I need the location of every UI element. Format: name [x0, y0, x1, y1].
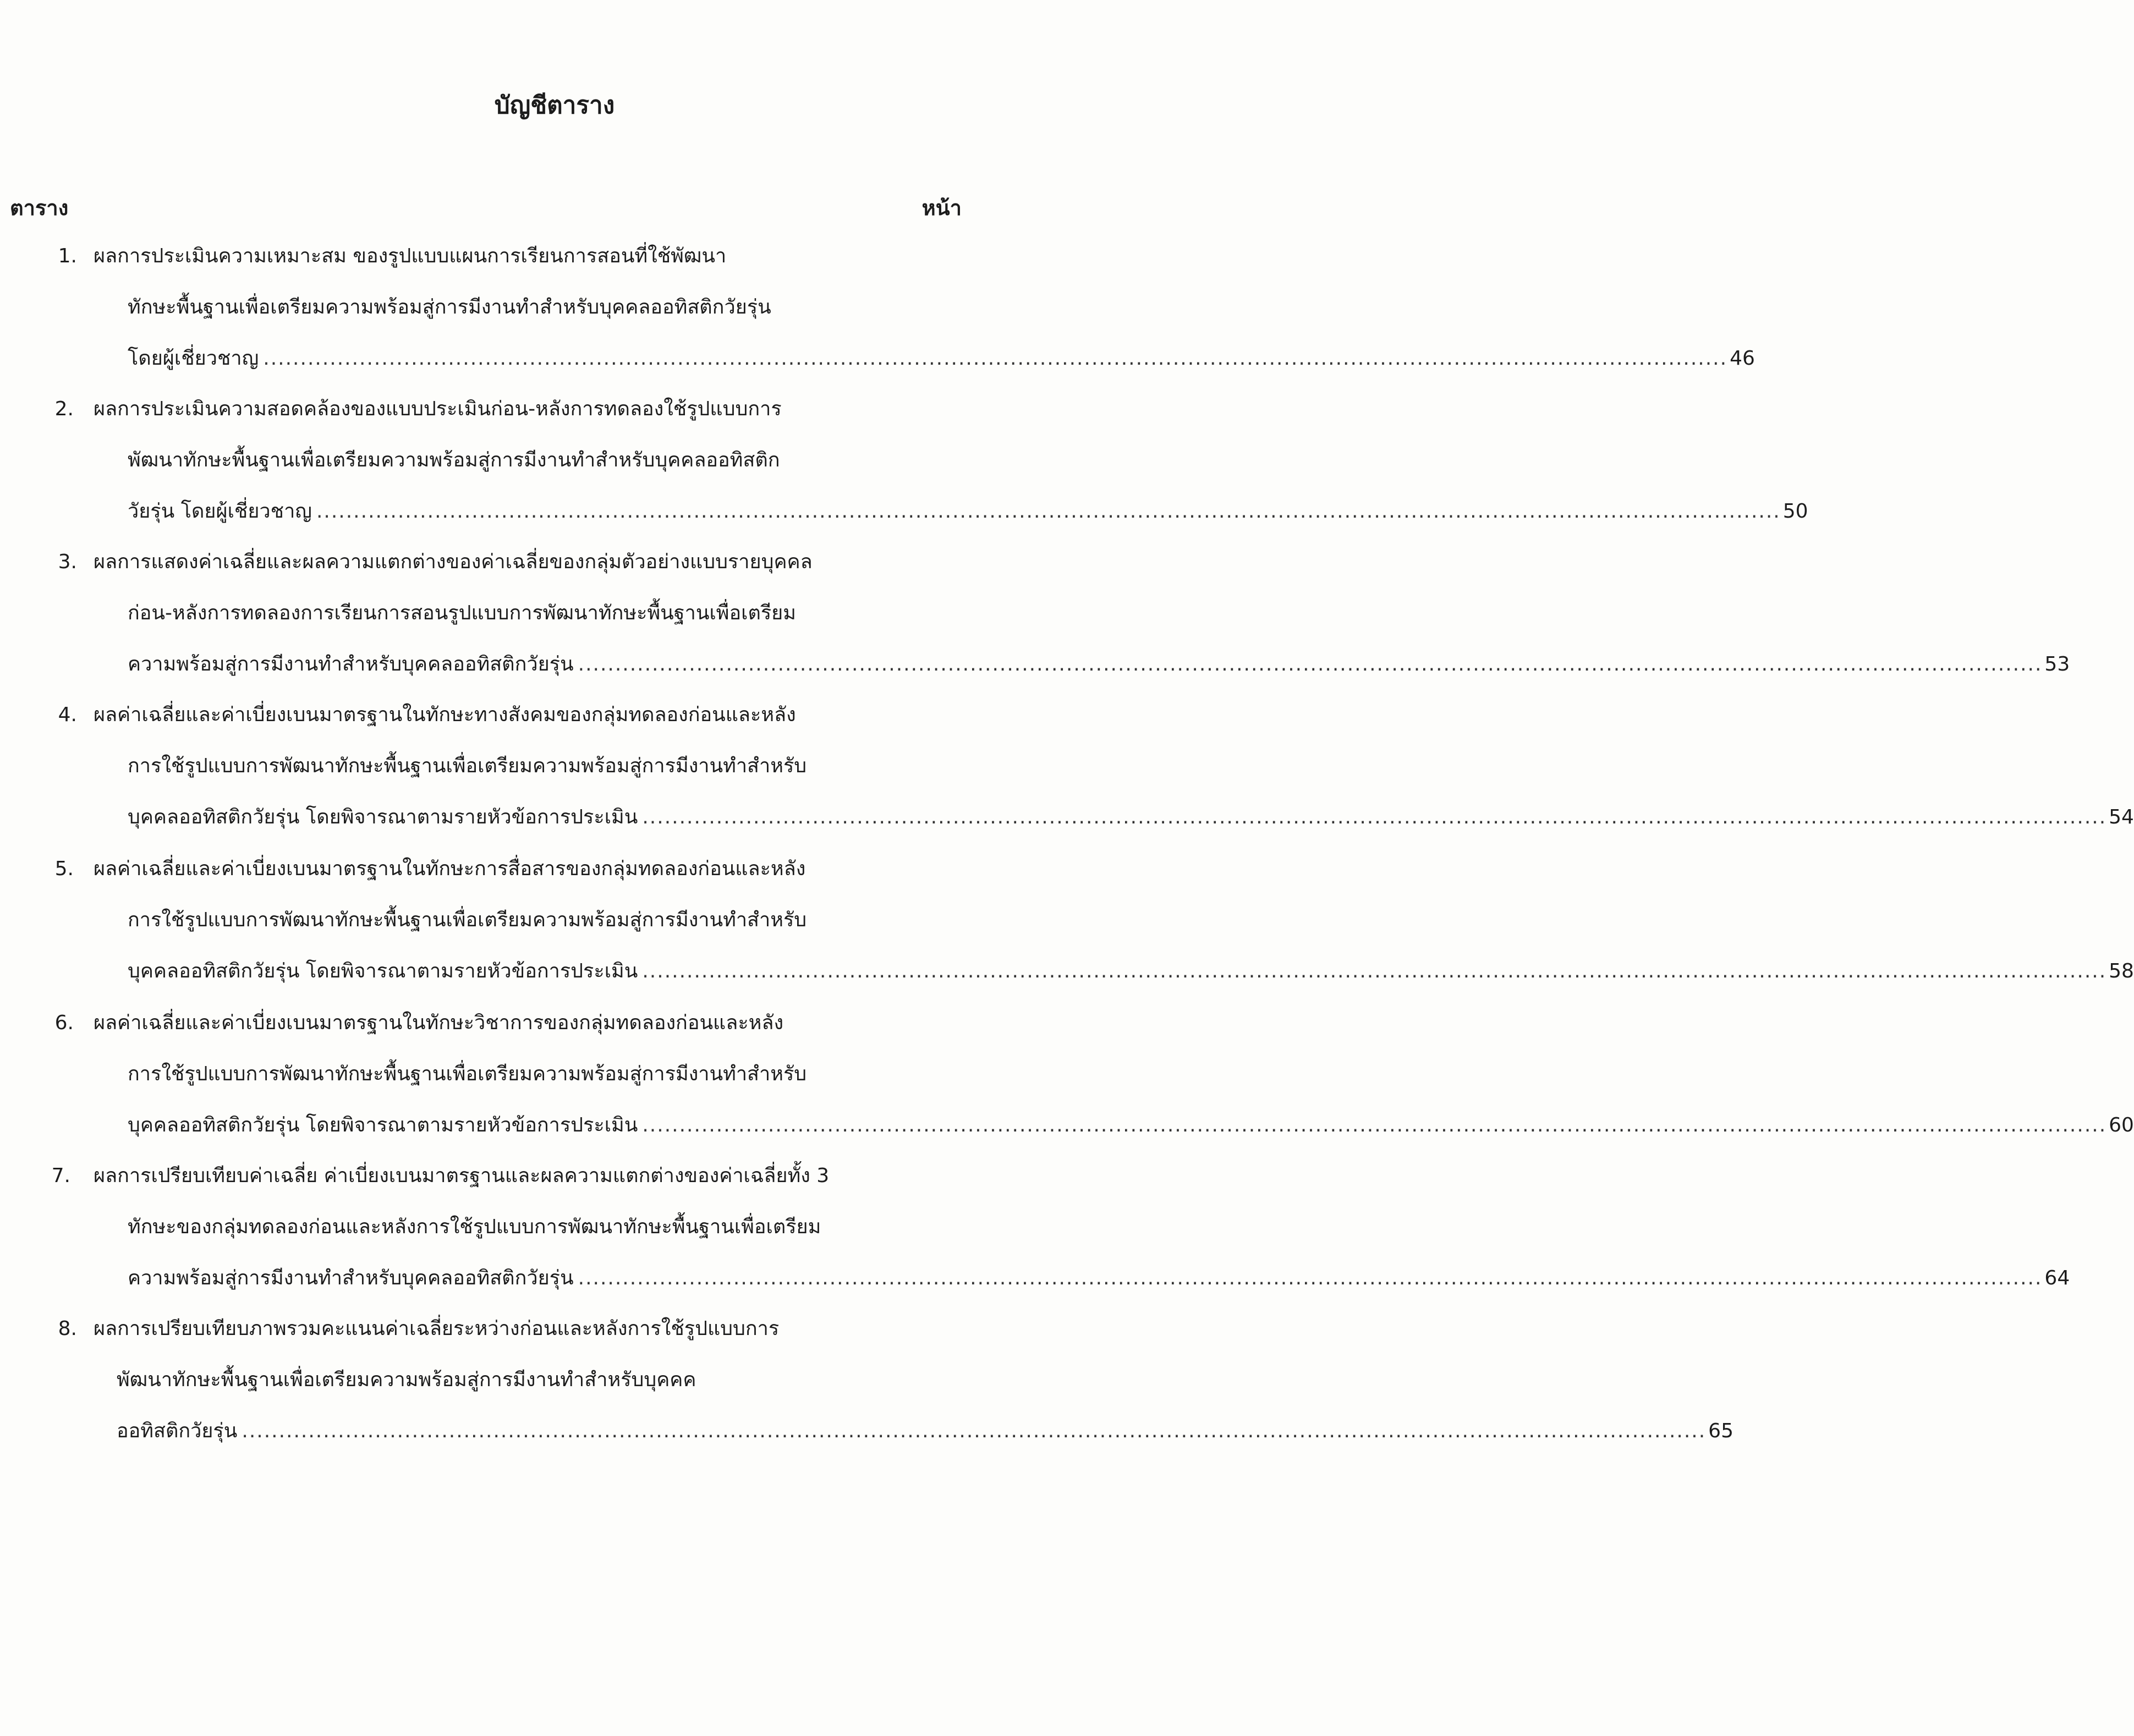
entry-line-2: พัฒนาทักษะพื้นฐานเพื่อเตรียมความพร้อมสู่การมีงานทำสำหรับบุคคค — [117, 1369, 696, 1391]
entry-line-2: ทักษะของกลุ่มทดลองก่อนและหลังการใช้รูปแบบการพัฒนาทักษะพื้นฐานเพื่อเตรียม — [128, 1216, 821, 1238]
dot-leader: ...................................................................................................................................................................................................... — [642, 1114, 2107, 1136]
dot-leader: ...................................................................................................................................................................................................... — [578, 653, 2043, 675]
entry-line-1: ผลการเปรียบเทียบค่าเฉลี่ย ค่าเบี่ยงเบนมาตรฐานและผลความแตกต่างของค่าเฉลี่ยทั้ง 3 — [94, 1164, 830, 1187]
entry-line-3 — [128, 649, 2070, 680]
entry-text: บุคคลออทิสติกวัยรุ่น โดยพิจารณาตามรายหัวข้อการประเมิน — [128, 960, 638, 982]
entry-line-1: ผลการแสดงค่าเฉลี่ยและผลความแตกต่างของค่าเฉลี่ยของกลุ่มตัวอย่างแบบรายบุคคล — [94, 551, 813, 573]
entry-line-3 — [128, 496, 1808, 527]
dot-leader: ...................................................................................................................................................................................................... — [316, 500, 1781, 523]
entry-line-1: ผลการประเมินความสอดคล้องของแบบประเมินก่อน-หลังการทดลองใช้รูปแบบการ — [94, 398, 782, 420]
page-number: 65 — [1708, 1420, 1733, 1442]
dot-leader: ...................................................................................................................................................................................................... — [578, 1267, 2043, 1289]
entry-text: บุคคลออทิสติกวัยรุ่น โดยพิจารณาตามรายหัวข้อการประเมิน — [128, 1114, 638, 1136]
entry-line-3 — [128, 802, 2134, 833]
entry-number: 1. — [58, 245, 77, 267]
entry-text: ออทิสติกวัยรุ่น — [117, 1420, 238, 1442]
entry-line-1: ผลการเปรียบเทียบภาพรวมคะแนนค่าเฉลี่ยระหว่างก่อนและหลังการใช้รูปแบบการ — [94, 1317, 780, 1340]
entry-line-2: ทักษะพื้นฐานเพื่อเตรียมความพร้อมสู่การมีงานทำสำหรับบุคคลออทิสติกวัยรุ่น — [128, 296, 771, 318]
entry-line-1: ผลค่าเฉลี่ยและค่าเบี่ยงเบนมาตรฐานในทักษะการสื่อสารของกลุ่มทดลองก่อนและหลัง — [94, 858, 806, 880]
entry-text: วัยรุ่น โดยผู้เชี่ยวชาญ — [128, 500, 312, 523]
entry-line-1: ผลค่าเฉลี่ยและค่าเบี่ยงเบนมาตรฐานในทักษะทางสังคมของกลุ่มทดลองก่อนและหลัง — [94, 704, 796, 726]
entry-line-2: พัฒนาทักษะพื้นฐานเพื่อเตรียมความพร้อมสู่การมีงานทำสำหรับบุคคลออทิสติก — [128, 449, 780, 471]
entry-line-3 — [128, 956, 2134, 987]
page-number: 54 — [2109, 806, 2134, 828]
entry-line-1: ผลค่าเฉลี่ยและค่าเบี่ยงเบนมาตรฐานในทักษะวิชาการของกลุ่มทดลองก่อนและหลัง — [94, 1012, 784, 1034]
entry-line-3 — [128, 343, 1755, 374]
dot-leader: ...................................................................................................................................................................................................... — [642, 806, 2107, 828]
entry-line-3 — [128, 1263, 2070, 1294]
dot-leader: ...................................................................................................................................................................................................... — [263, 347, 1728, 370]
page-title: บัญชีตาราง — [494, 91, 615, 119]
dot-leader: ...................................................................................................................................................................................................... — [242, 1420, 1707, 1442]
page-number: 60 — [2109, 1114, 2134, 1136]
entry-line-3 — [117, 1416, 1733, 1447]
entry-text: บุคคลออทิสติกวัยรุ่น โดยพิจารณาตามรายหัวข้อการประเมิน — [128, 806, 638, 828]
entry-number: 7. — [51, 1164, 70, 1187]
page-number: 64 — [2044, 1267, 2070, 1289]
entry-line-2: การใช้รูปแบบการพัฒนาทักษะพื้นฐานเพื่อเตรียมความพร้อมสู่การมีงานทำสำหรับ — [128, 1063, 807, 1085]
entry-number: 5. — [54, 858, 74, 880]
page-number: 58 — [2109, 960, 2134, 982]
dot-leader: ...................................................................................................................................................................................................... — [642, 960, 2107, 982]
page-number: 46 — [1730, 347, 1755, 370]
entry-line-2: การใช้รูปแบบการพัฒนาทักษะพื้นฐานเพื่อเตรียมความพร้อมสู่การมีงานทำสำหรับ — [128, 909, 807, 931]
entry-text: ความพร้อมสู่การมีงานทำสำหรับบุคคลออทิสติกวัยรุ่น — [128, 1267, 574, 1289]
entry-line-1: ผลการประเมินความเหมาะสม ของรูปแบบแผนการเรียนการสอนที่ใช้พัฒนา — [94, 245, 727, 267]
page-number: 53 — [2044, 653, 2070, 675]
entry-line-3 — [128, 1110, 2134, 1141]
entry-number: 3. — [58, 551, 77, 573]
entry-number: 6. — [54, 1012, 74, 1034]
entry-number: 2. — [54, 398, 74, 420]
entry-text: โดยผู้เชี่ยวชาญ — [128, 347, 259, 370]
page-column-header: หน้า — [921, 196, 962, 220]
table-column-header: ตาราง — [10, 196, 69, 220]
entry-number: 8. — [58, 1317, 77, 1340]
entry-line-2: การใช้รูปแบบการพัฒนาทักษะพื้นฐานเพื่อเตรียมความพร้อมสู่การมีงานทำสำหรับ — [128, 755, 807, 777]
entry-number: 4. — [58, 704, 77, 726]
entry-text: ความพร้อมสู่การมีงานทำสำหรับบุคคลออทิสติกวัยรุ่น — [128, 653, 574, 675]
entry-line-2: ก่อน-หลังการทดลองการเรียนการสอนรูปแบบการพัฒนาทักษะพื้นฐานเพื่อเตรียม — [128, 602, 796, 624]
page-number: 50 — [1782, 500, 1808, 523]
